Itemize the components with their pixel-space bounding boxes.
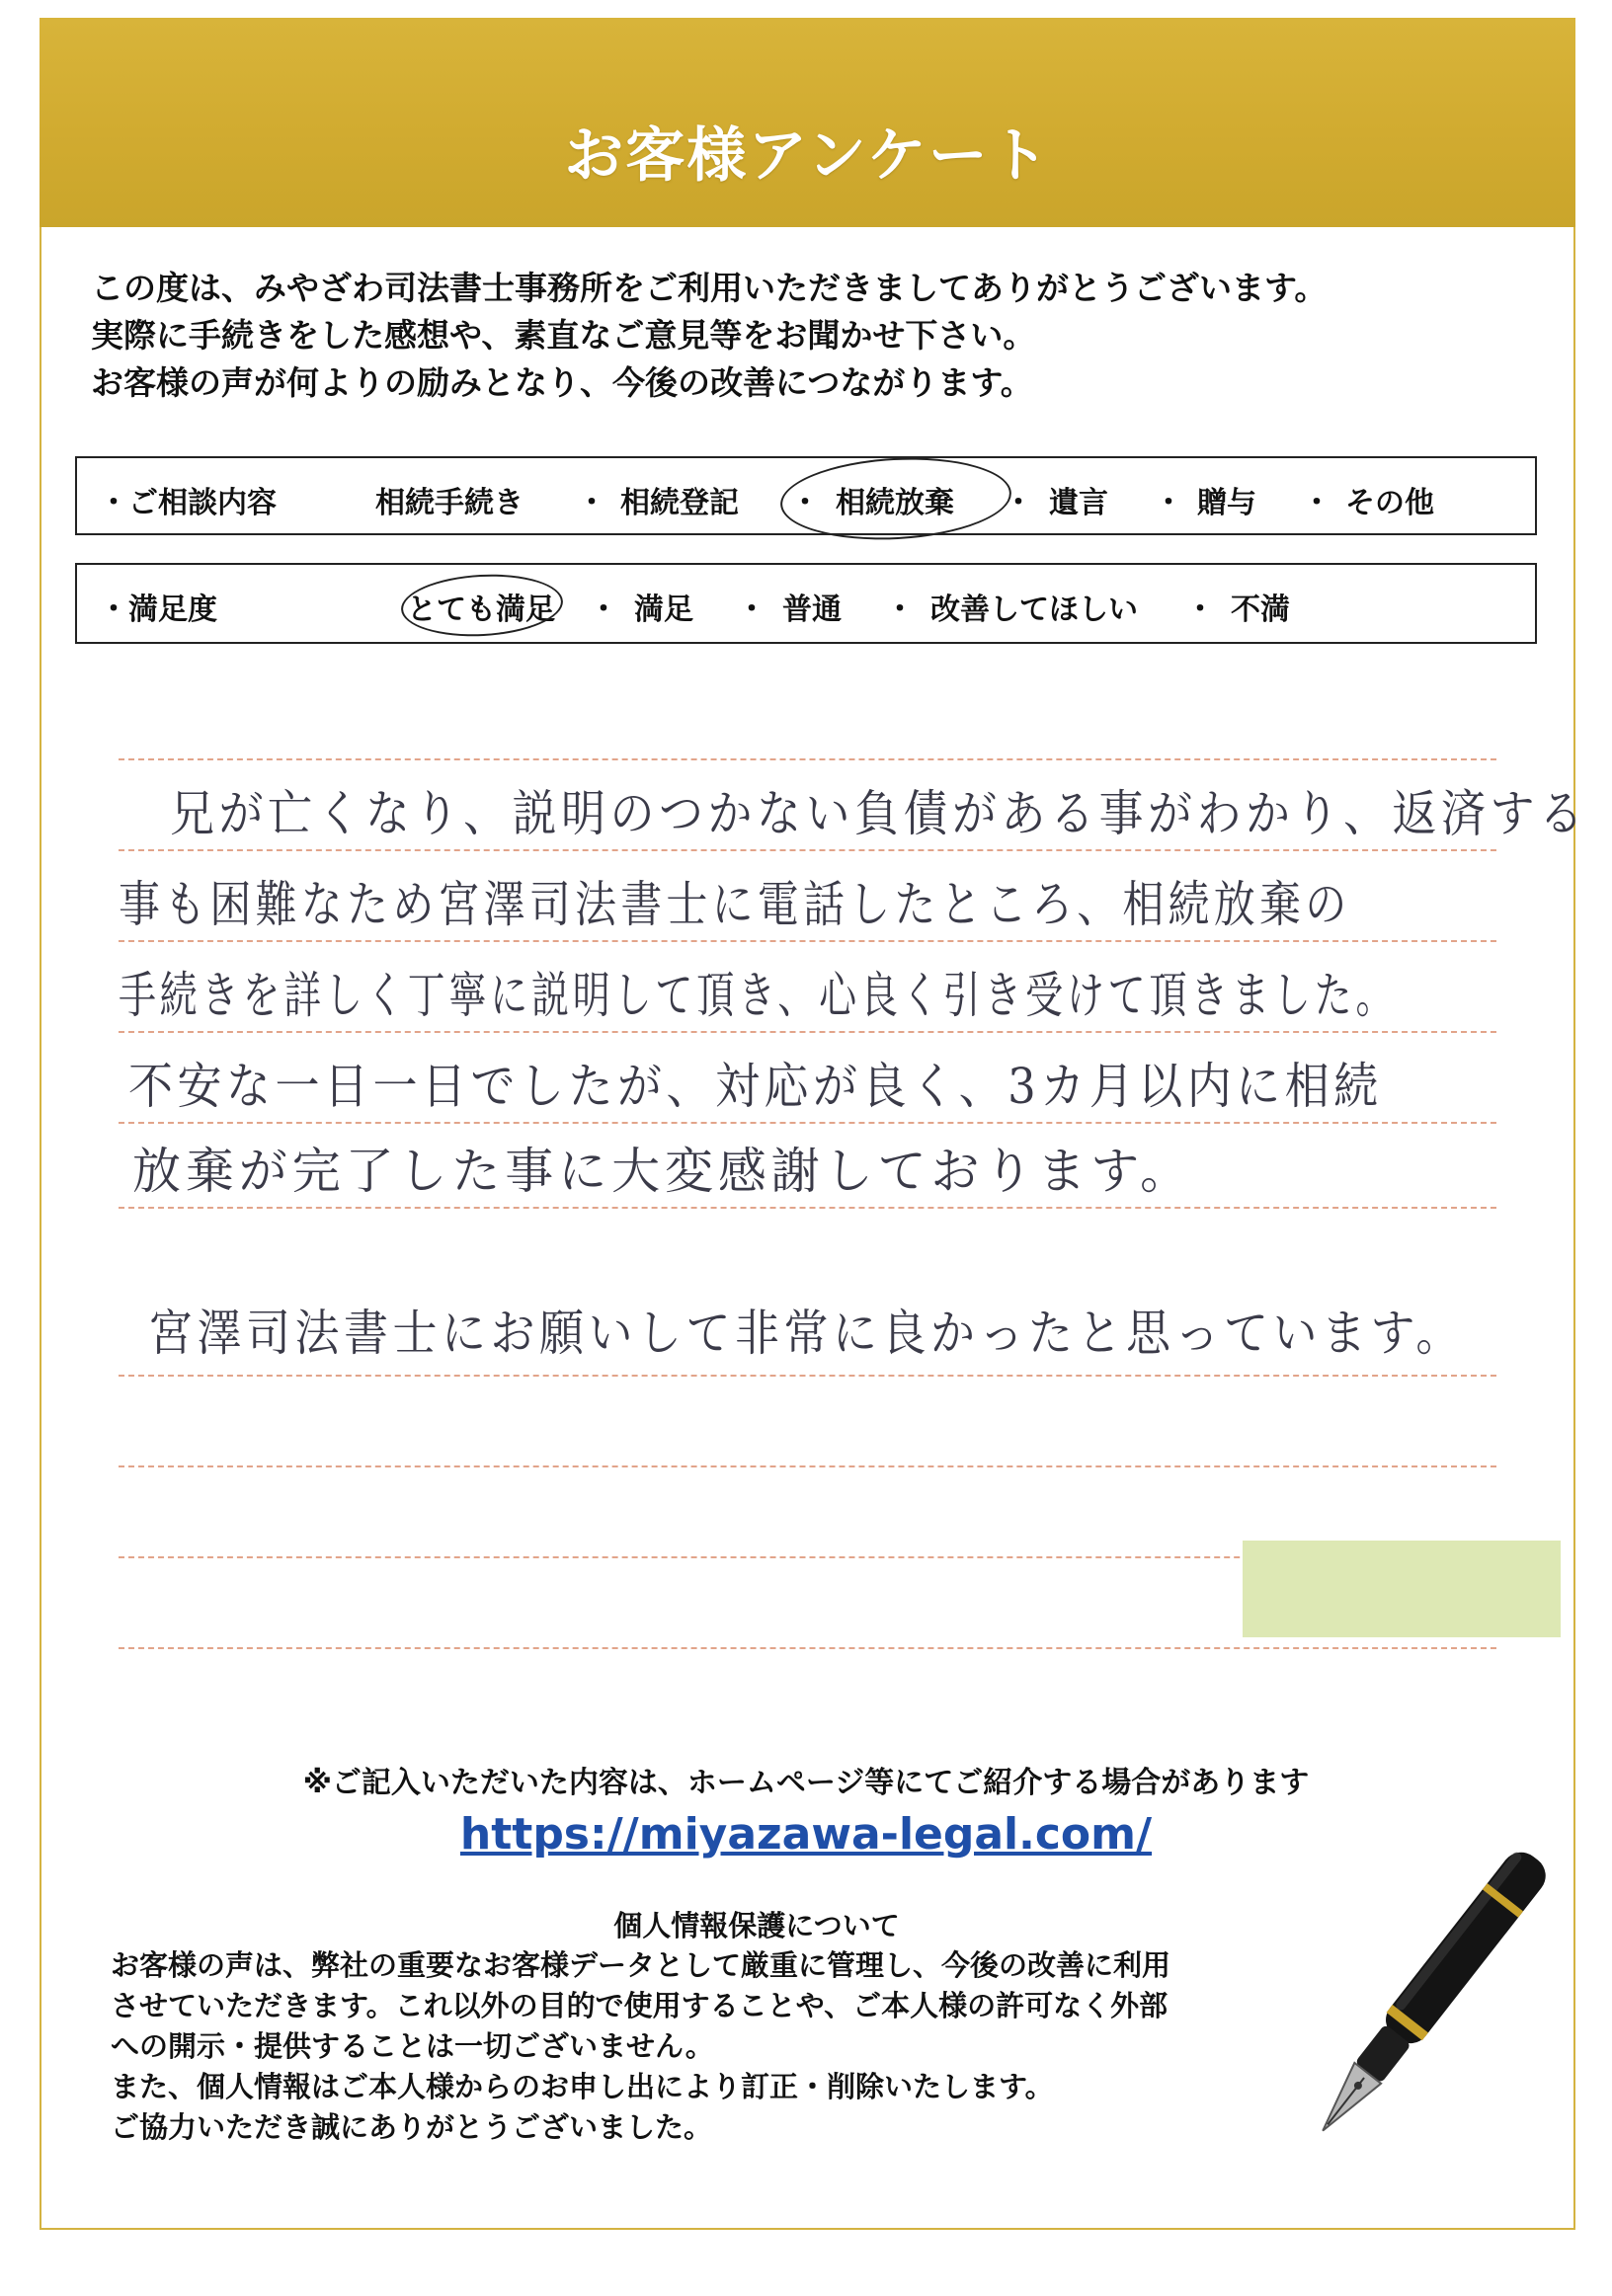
rule-line [119, 1031, 1496, 1033]
rule-line [119, 940, 1496, 942]
selection-circle [778, 452, 1013, 545]
separator: ・ [1004, 486, 1033, 520]
rule-line [119, 1375, 1496, 1377]
comment-line: 兄が亡くなり、説明のつかない負債がある事がわかり、返済する [170, 785, 1588, 842]
consultation-option-selected[interactable]: 相続放棄 [836, 486, 954, 520]
intro-line: この度は、みやざわ司法書士事務所をご利用いただきましてありがとうございます。 [91, 269, 1328, 307]
intro-line: 実際に手続きをした感想や、素直なご意見等をお聞かせ下さい。 [91, 316, 1036, 355]
consultation-option[interactable]: 遺言 [1049, 486, 1108, 520]
comment-line: 放棄が完了した事に大変感謝しております。 [132, 1143, 1194, 1200]
separator: ・ [885, 593, 915, 627]
page-title: お客様アンケート [564, 121, 1051, 191]
separator: ・ [1185, 593, 1215, 627]
header-banner [40, 18, 1575, 227]
privacy-line: また、個人情報はご本人様からのお申し出により訂正・削除いたします。 [111, 2070, 1054, 2103]
highlight-box [1243, 1541, 1561, 1637]
consultation-option[interactable]: 相続登記 [620, 486, 739, 520]
satisfaction-option[interactable]: 普通 [782, 593, 842, 627]
separator: ・ [1154, 486, 1183, 520]
rule-line [119, 1465, 1496, 1467]
separator: ・ [589, 593, 618, 627]
separator: ・ [577, 486, 606, 520]
separator: ・ [1302, 486, 1331, 520]
privacy-line: への開示・提供することは一切ございません。 [111, 2029, 714, 2063]
privacy-body [111, 1945, 1326, 2148]
separator: ・ [737, 593, 766, 627]
satisfaction-box [75, 563, 1537, 644]
comment-line: 手続きを詳しく丁寧に説明して頂き、心良く引き受けて頂きました。 [119, 967, 1398, 1024]
comment-line: 不安な一日一日でしたが、対応が良く、3カ月以内に相続 [128, 1058, 1383, 1115]
satisfaction-option[interactable]: 不満 [1231, 593, 1290, 627]
satisfaction-option[interactable]: 改善してほしい [930, 593, 1138, 627]
consultation-option[interactable]: 贈与 [1197, 486, 1256, 520]
intro-text [91, 265, 1533, 407]
privacy-line: お客様の声は、弊社の重要なお客様データとして厳重に管理し、今後の改善に利用 [111, 1948, 1171, 1982]
satisfaction-option[interactable]: 満足 [634, 593, 693, 627]
consultation-option[interactable]: その他 [1345, 486, 1434, 520]
separator: ・ [790, 486, 820, 520]
fountain-pen-icon [1274, 1839, 1571, 2165]
comment-line: 宮澤司法書士にお願いして非常に良かったと思っています。 [148, 1305, 1465, 1362]
privacy-line: ご協力いただき誠にありがとうございました。 [111, 2110, 713, 2144]
consultation-box [75, 456, 1537, 535]
satisfaction-label: ・満足度 [99, 593, 217, 627]
privacy-line: させていただきます。これ以外の目的で使用することや、ご本人様の許可なく外部 [111, 1989, 1169, 2022]
privacy-heading: 個人情報保護について [613, 1909, 900, 1942]
website-link[interactable]: https://miyazawa-legal.com/ [459, 1809, 1153, 1860]
comment-line: 事も困難なため宮澤司法書士に電話したところ、相続放棄の [119, 876, 1351, 933]
rule-line [119, 1647, 1496, 1649]
intro-line: お客様の声が何よりの励みとなり、今後の改善につながります。 [91, 363, 1033, 402]
rule-line [119, 758, 1496, 760]
publication-note: ※ご記入いただいた内容は、ホームページ等にてご紹介する場合があります [302, 1766, 1310, 1800]
rule-line [119, 1207, 1496, 1209]
satisfaction-option-selected[interactable]: とても満足 [407, 593, 555, 627]
consultation-option[interactable]: 相続手続き [375, 486, 524, 520]
rule-line [119, 849, 1496, 851]
consultation-label: ・ご相談内容 [99, 486, 277, 520]
rule-line [119, 1122, 1496, 1124]
selection-circle [399, 571, 564, 640]
